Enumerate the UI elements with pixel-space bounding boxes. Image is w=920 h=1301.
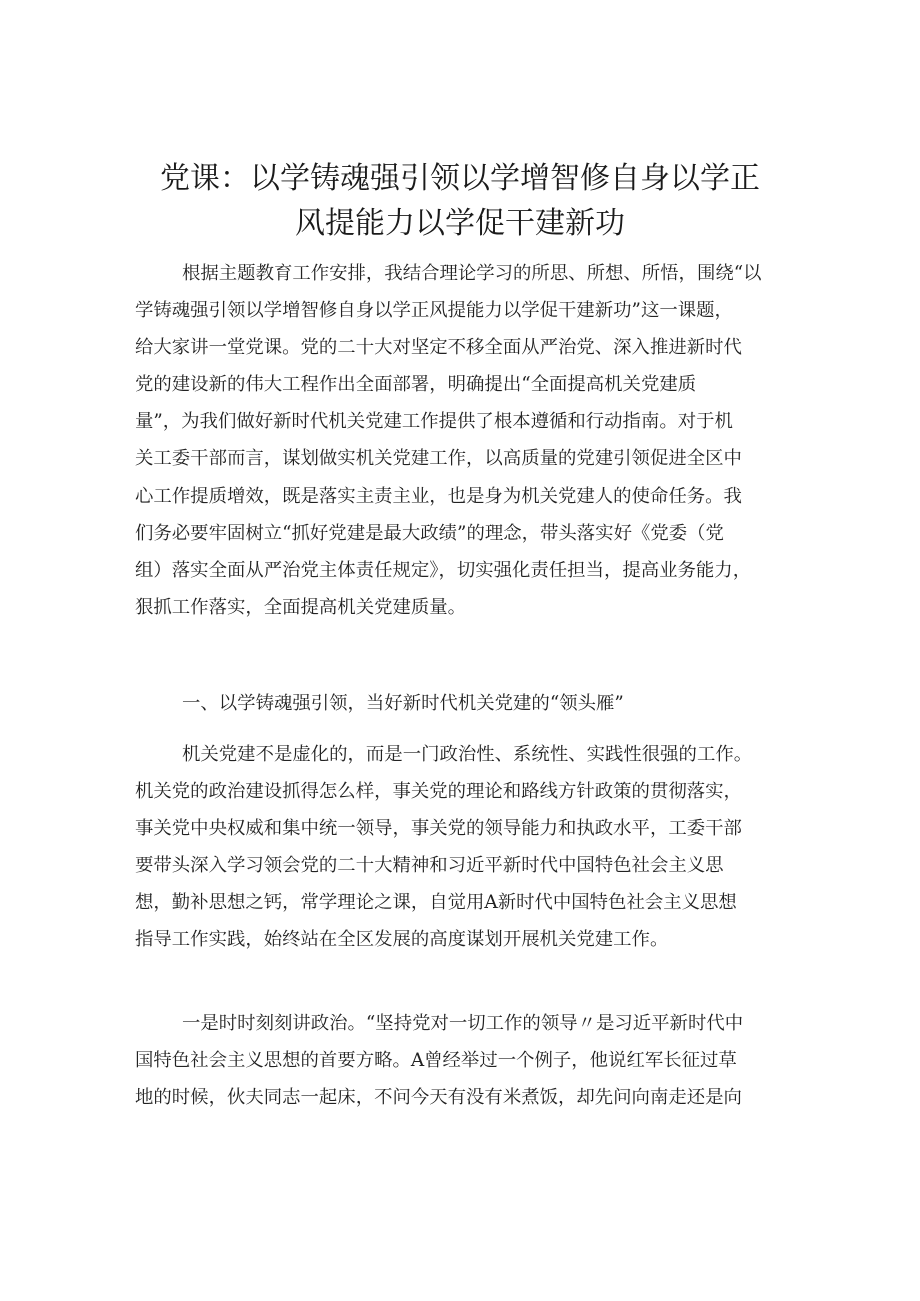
section-heading	[135, 685, 798, 722]
text-line: 组）落实全面从严治党主体责任规定》，切实强化责任担当，提高业务能力，	[135, 559, 752, 581]
text-line: 根据主题教育工作安排，我结合理论学习的所思、所想、所悟，围绕“以	[182, 263, 762, 284]
text-line: 国特色社会主义思想的首要方略。A曾经举过一个例子，他说红军长征过草	[135, 1050, 737, 1072]
text-line: 们务必要牢固树立“抓好党建是最大政绩”的理念，带头落实好《党委（党	[135, 522, 724, 544]
body-paragraph	[135, 1005, 798, 1116]
title-line: 风提能力以学促干建新功	[295, 206, 625, 241]
text-line: 心工作提质增效，既是落实主责主业，也是身为机关党建人的使命任务。我	[135, 485, 742, 507]
text-line: 机关党的政治建设抓得怎么样，事关党的理论和路线方针政策的贯彻落实，	[135, 781, 742, 803]
text-line: 党的建设新的伟大工程作出全面部署，明确提出“全面提高机关党建质	[135, 374, 697, 396]
text-line: 量”，为我们做好新时代机关党建工作提供了根本遵循和行动指南。对于机	[135, 411, 733, 433]
body-paragraph	[135, 736, 798, 959]
text-line: 一是时时刻刻讲政治。“坚持党对一切工作的领导〃是习近平新时代中	[182, 1013, 744, 1034]
text-line: 一、以学铸魂强引领，当好新时代机关党建的“领头雁”	[182, 693, 624, 714]
text-line: 要带头深入学习领会党的二十大精神和习近平新时代中国特色社会主义思	[135, 855, 724, 877]
text-line: 地的时候，伙夫同志一起床，不问今天有没有米煮饭，却先问向南走还是向	[135, 1087, 742, 1109]
text-line: 学铸魂强引领以学增智修自身以学正风提能力以学促干建新功”这一课题，	[135, 300, 733, 322]
title-line: 党课：以学铸魂强引领以学增智修自身以学正	[160, 161, 760, 196]
intro-paragraph	[135, 255, 798, 626]
text-line: 机关党建不是虚化的，而是一门政治性、系统性、实践性很强的工作。	[182, 744, 753, 765]
document-title	[130, 156, 790, 246]
text-line: 关工委干部而言，谋划做实机关党建工作，以高质量的党建引领促进全区中	[135, 448, 742, 470]
text-line: 狠抓工作落实，全面提高机关党建质量。	[135, 596, 467, 618]
text-line: 想，勤补思想之钙，常学理论之课，自觉用A新时代中国特色社会主义思想	[135, 892, 737, 914]
text-line: 指导工作实践，始终站在全区发展的高度谋划开展机关党建工作。	[135, 929, 669, 951]
text-line: 事关党中央权威和集中统一领导，事关党的领导能力和执政水平，工委干部	[135, 818, 742, 840]
text-line: 给大家讲一堂党课。党的二十大对坚定不移全面从严治党、深入推进新时代	[135, 337, 742, 359]
